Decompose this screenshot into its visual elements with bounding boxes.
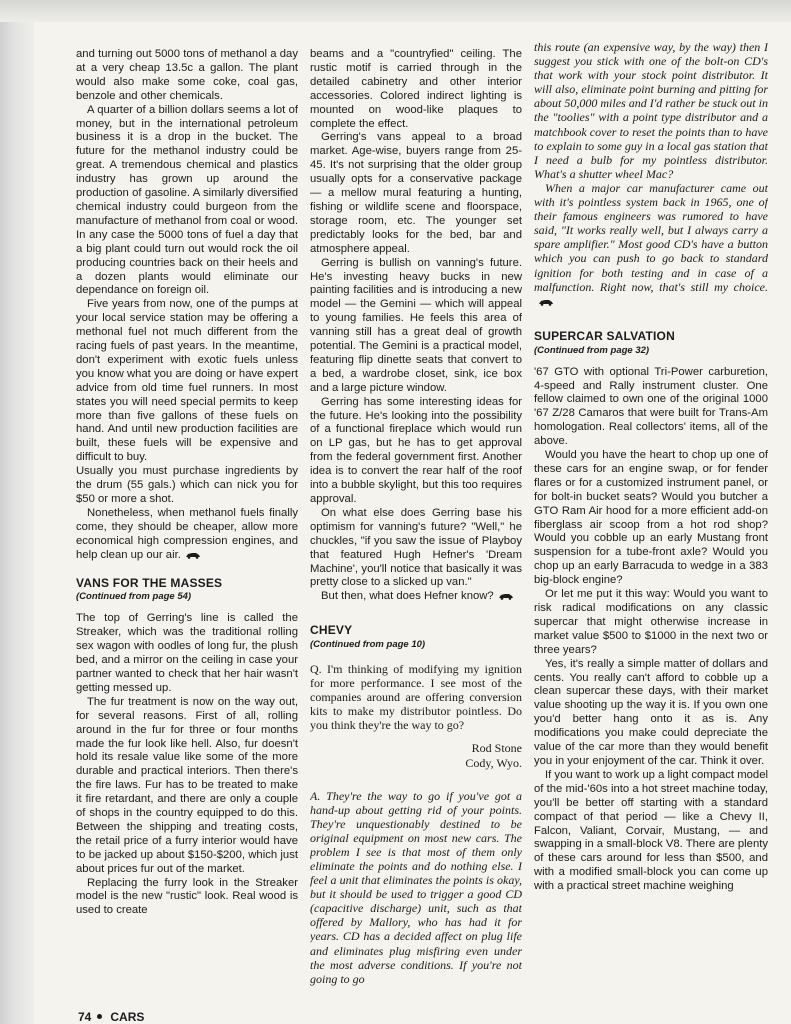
answer-continued: this route (an expensive way, by the way) then I suggest you stick with one of the bolt-on CD's that work with your stock point distributor. It will also, eliminate point burning and pitting for about 50,000 miles and I'd rather be stuck out in the "toolies" with a point type distributor and a matchbook cover to reset the points than to have to explain to some guy in a local gas station that I need a bulb for my pointless distributor. What's a shutter wheel Mac? — [534, 40, 768, 181]
paragraph: The fur treatment is now on the way out, for several reasons. First of all, rolling around in the fur for three or four months made the fur look like hell. Also, fur doesn't hold its resale value like some of the more durable and practical interiors. Then there's the fire laws. Fur has to be treated to make it fire retardant, and there are only a couple of shops in the country equipped to do this. Between the shipping and treating costs, the retail price of a furry interior would have to be jacked up about $150-$200, which just about prices fur out of the market. — [76, 695, 298, 875]
paragraph: Gerring is bullish on vanning's future. He's investing heavy bucks in new painting facilities and is introducing a new model — the Gemini — which will appeal to young families. He feels this area of vanning still has a great deal of growth potential. The Gemini is a practical model, featuring flip dinette seats that convert to a bed, a wardrobe closet, sink, ice box and a large picture window. — [310, 256, 522, 394]
magazine-name: CARS — [110, 1010, 145, 1024]
paragraph: '67 GTO with optional Tri-Power carburetion, 4-speed and Rally instrument cluster. One fellow claimed to own one of the original 1000 '67 Z/28 Camaros that were built for Trans-Am homologation. Real collectors' items, all of the above. — [534, 365, 768, 448]
paragraph-with-end — [76, 507, 298, 563]
column-3 — [534, 40, 768, 995]
column-1 — [76, 48, 298, 1003]
bullet-icon — [97, 1014, 102, 1019]
paragraph: The top of Gerring's line is called the Streaker, which was the traditional rolling sex wagon with oodles of long fur, the plush bed, and a mirror on the ceiling in case your partner wanted to check that her hair wasn't getting messed up. — [76, 612, 298, 694]
car-end-mark-icon — [538, 298, 554, 306]
scan-edge-top — [0, 0, 791, 22]
section-subtitle: (Continued from page 32) — [534, 344, 650, 356]
section-header-supercar — [534, 330, 768, 358]
paragraph-text: When a major car manufacturer came out with it's pointless system back in 1965, one of their famous engineers was rumored to have said, "It works really well, but I always carry a spare amplifier." Most good CD's have a button which you can push to go back to standard ignition for both testing and in case of a malfunction. Right now, that's still my choice. — [534, 180, 768, 294]
car-end-mark-icon — [185, 551, 201, 559]
page-footer — [78, 1010, 144, 1024]
section-subtitle: (Continued from page 54) — [76, 591, 192, 603]
paragraph: beams and a "countryfied" ceiling. The rustic motif is carried through in the detailed cabinetry and other interior accessories. Colored indirect lighting is mounted on wood-like plaques to complete the effect. — [310, 48, 522, 130]
answer: A. They're the way to go if you've got a hand-up about getting rid of your points. They're unquestionably destined to be original equipment on most new cars. The problem I see is that most of them only eliminate the points and do nothing else. I feel a unit that eliminates the points is okay, but it should be used to trigger a good CD (capacitive discharge) unit, such as that offered by Mallory, who has had it for years. CD has a decided affect on plug life and eliminates plug misfiring even under the most adverse conditions. If you're not going to go — [310, 788, 522, 986]
section-header-chevy — [310, 624, 522, 652]
section-title: CHEVY — [310, 623, 353, 638]
paragraph: On what else does Gerring base his optimism for vanning's future? "Well," he chuckles, "if you saw the issue of Playboy that featured Hugh Hefner's 'Dream Machine', you'll notice that basically it was pretty close to a slicked up van." — [310, 506, 522, 589]
paragraph: A quarter of a billion dollars seems a lot of money, but in the international petroleum business it is a drop in the bucket. The future for the methanol industry could be great. A tremendous chemical and plastics industry has grown up around the production of gasoline. A similarly diversified chemical industry could burgeon from the manufacture of methanol from coal or wood. In any case the 5000 tons of fuel a day that a big plant could turn out would rock the oil producing countries back on their heels and a dozen plants would eliminate our dependance on foreign oil. — [76, 103, 298, 297]
paragraph: Five years from now, one of the pumps at your local service station may be offering a methonal fuel not much different from the racing fuels of past years. In the meantime, don't experiment with exotic fuels unless you know what you are doing or have expert advice from old time fuel runners. In most states you will need special permits to keep more than five gallons of these fuels on hand. And until new production facilities are built, these fuels will be expensive and difficult to buy. — [76, 298, 298, 464]
signature — [310, 741, 522, 771]
car-end-mark-icon — [498, 592, 514, 600]
paragraph: and turning out 5000 tons of methanol a day at a very cheap 13.5c a gallon. The plant would also make some coke, coal gas, benzole and other chemicals. — [76, 48, 298, 102]
section-subtitle: (Continued from page 10) — [310, 639, 426, 651]
paragraph: Replacing the furry look in the Streaker model is the new "rustic" look. Real wood is used to create — [76, 876, 298, 917]
page-number: 74 — [78, 1010, 92, 1024]
paragraph: Or let me put it this way: Would you want to risk radical modifications on any classic supercar that might otherwise increase in market value $500 to $1000 in the next two or three years? — [534, 588, 768, 656]
signature-name: Rod Stone — [471, 740, 522, 755]
paragraph-text: Nonetheless, when methanol fuels finally come, they should be cheaper, allow more economical high compression engines, and help clean up our air. — [76, 506, 298, 561]
paragraph: Would you have the heart to chop up one of these cars for an engine swap, or for fender flares or for a customized instrument panel, or for bolt-in bucket seats? Would you butcher a GTO Ram Air hood for a more efficient add-on fiberglass air scoop from a hot rod shop? Would you cobble up an early Mustang front suspension for a tube-front axle? Would you chop up an early Barracuda to wedge in a 383 big-block engine? — [534, 449, 768, 587]
signature-place: Cody, Wyo. — [465, 755, 522, 770]
question: Q. I'm thinking of modifying my ignition for more performance. I see most of the companies around are offering conversion kits to make my distributor pointless. Do you think they're the way to go? — [310, 662, 522, 733]
paragraph: Yes, it's really a simple matter of dollars and cents. You really can't afford to cobble up a clean supercar these days, with their market value shooting up the way it is. If you own one you'd better hang onto it as is. Any modifications you make could depreciate the value of the car more than they would benefit you in your enjoyment of the car. Think it over. — [534, 657, 768, 767]
column-2 — [310, 48, 522, 1003]
section-title: VANS FOR THE MASSES — [76, 575, 223, 590]
answer-paragraph-with-end — [534, 181, 768, 308]
section-header-vans — [76, 577, 298, 605]
paragraph-with-end — [310, 590, 522, 604]
section-title: SUPERCAR SALVATION — [534, 328, 675, 343]
paragraph: Gerring's vans appeal to a broad market. Age-wise, buyers range from 25-45. It's not surprising that the older group usually opts for a conservative package — a mellow mural featuring a hunting, fishing or wildlife scene and floorspace, storage room, etc. The younger set predictably looks for the bed, bar and atmosphere appeal. — [310, 131, 522, 255]
paragraph: If you want to work up a light compact model of the mid-'60s into a hot street machine today, you'll be better off starting with a standard compact of that period — like a Chevy II, Falcon, Valiant, Corvair, Mustang, — and swapping in a small-block V8. There are plenty of these cars around for less than $500, and with a modified small-block you can come up with a practical street machine weighing — [534, 768, 768, 893]
paragraph: Usually you must purchase ingredients by the drum (55 gals.) which can nick you for $50 or more a shot. — [76, 465, 298, 505]
scan-edge-left — [0, 0, 34, 1024]
paragraph: Gerring has some interesting ideas for the future. He's looking into the possibility of a functional fireplace which would run on LP gas, but he has to get approval from the federal government first. Another idea is to convert the rear half of the roof into a bubble skylight, but this too requires approval. — [310, 395, 522, 505]
paragraph-text: But then, what does Hefner know? — [321, 590, 494, 603]
